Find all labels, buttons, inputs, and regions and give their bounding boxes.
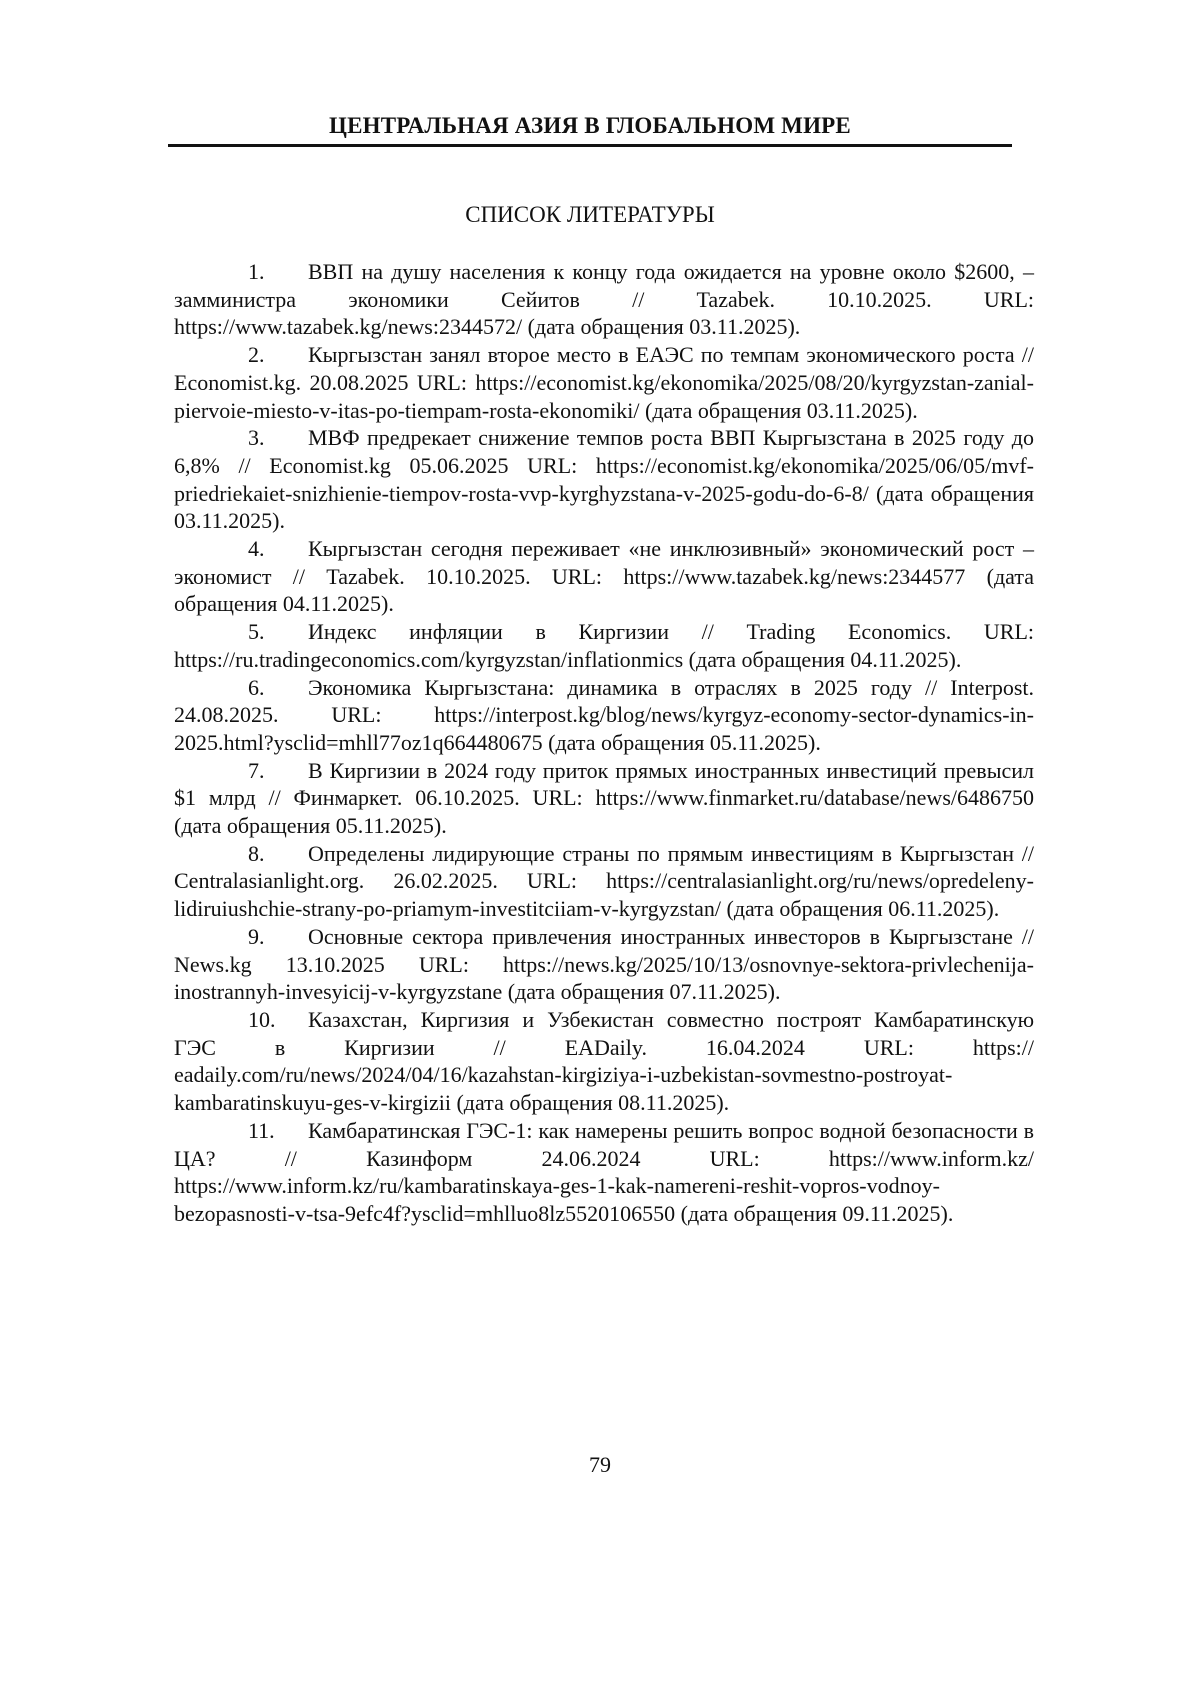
reference-text: В Киргизии в 2024 году приток прямых иностранных инвестиций превысил $1 млрд // Финмаркет. 06.10.2025. URL: https://www.finmarket.ru/database/news/6486750 (дата обращения 05.11.2025). — [174, 757, 1034, 839]
reference-number: 10. — [248, 1006, 276, 1032]
reference-number: 4. — [248, 536, 265, 562]
reference-number: 8. — [248, 840, 265, 866]
reference-number: 6. — [248, 674, 265, 700]
reference-number: 9. — [248, 923, 265, 949]
reference-item — [174, 923, 1034, 1006]
reference-number: 1. — [248, 259, 265, 284]
page-number: 79 — [589, 1452, 611, 1477]
section-title: СПИСОК ЛИТЕРАТУРЫ — [465, 202, 715, 227]
reference-text: Кыргызстан сегодня переживает «не инклюзивный» экономический рост – экономист // Tazabek. 10.10.2025. URL: https://www.tazabek.kg/news:2344577 (дата обращения 04.11.2025). — [174, 536, 1034, 617]
reference-item — [174, 1117, 1034, 1228]
reference-text: Индекс инфляции в Киргизии // Trading Economics. URL: https://ru.tradingeconomics.com/kyrgyzstan/inflationmics (дата обращения 04.11.2025). — [174, 619, 1034, 672]
reference-item — [174, 535, 1034, 618]
reference-item — [174, 424, 1034, 535]
reference-item — [174, 757, 1034, 840]
reference-list — [174, 258, 1034, 1228]
reference-text: Кыргызстан занял второе место в ЕАЭС по темпам экономического роста // Economist.kg. 20.08.2025 URL: https://economist.kg/ekonomika/2025/08/20/kyrgyzstan-zanial-piervoie-miesto-v-itas-po-tiempam-rosta-ekonomiki/ (дата обращения 03.11.2025). — [174, 342, 1034, 423]
reference-number: 3. — [248, 425, 265, 451]
reference-text: Экономика Кыргызстана: динамика в отраслях в 2025 году // Interpost. 24.08.2025. URL: https://interpost.kg/blog/news/kyrgyz-economy-sector-dynamics-in-2025.html?ysclid=mhll77oz1q664480675 (дата обращения 05.11.2025). — [174, 674, 1034, 755]
header-rule — [168, 144, 1012, 147]
reference-item — [174, 618, 1034, 673]
reference-text: Камбаратинская ГЭС-1: как намерены решить вопрос водной безопасности в ЦА? // Казинформ 24.06.2024 URL: https://www.inform.kz/ https://www.inform.kz/ru/kambaratinskaya-ges-1-kak-namereni-reshit-vopros-vodnoy-bezopasnosti-v-tsa-9efc4f?ysclid=mhlluo8lz5520106550 (дата обращения 09.11.2025). — [174, 1117, 1034, 1226]
reference-item — [174, 258, 1034, 341]
reference-number: 11. — [248, 1117, 275, 1143]
reference-text: МВФ предрекает снижение темпов роста ВВП Кыргызстана в 2025 году до 6,8% // Economist.kg 05.06.2025 URL: https://economist.kg/ekonomika/2025/06/05/mvf-priedriekaiet-snizhienie-tiempov-rosta-vvp-kyrghyzstana-v-2025-godu-do-6-8/ (дата обращения 03.11.2025). — [174, 425, 1034, 534]
reference-item — [174, 840, 1034, 923]
reference-item — [174, 674, 1034, 757]
running-header-title: ЦЕНТРАЛЬНАЯ АЗИЯ В ГЛОБАЛЬНОМ МИРЕ — [329, 113, 851, 138]
reference-text: Казахстан, Киргизия и Узбекистан совместно построят Камбаратинскую ГЭС в Киргизии // EADaily. 16.04.2024 URL: https:// eadaily.com/ru/news/2024/04/16/kazahstan-kirgiziya-i-uzbekistan-sovmestno-postroyat-kambaratinskuyu-ges-v-kirgizii (дата обращения 08.11.2025). — [174, 1006, 1034, 1116]
reference-text: ВВП на душу населения к концу года ожидается на уровне около $2600, – замминистра экономики Сейитов // Tazabek. 10.10.2025. URL: https://www.tazabek.kg/news:2344572/ (дата обращения 03.11.2025). — [174, 259, 1034, 340]
reference-number: 2. — [248, 342, 265, 368]
reference-text: Определены лидирующие страны по прямым инвестициям в Кыргызстан // Centralasianlight.org. 26.02.2025. URL: https://centralasianlight.org/ru/news/opredeleny-lidiruiushchie-strany-po-priamym-investitciiam-v-kyrgyzstan/ (дата обращения 06.11.2025). — [174, 840, 1034, 922]
reference-number: 5. — [248, 619, 265, 645]
reference-text: Основные сектора привлечения иностранных инвесторов в Кыргызстане // News.kg 13.10.2025 URL: https://news.kg/2025/10/13/osnovnye-sektora-privlechenija-inostrannyh-invesyicij-v-kyrgyzstane (дата обращения 07.11.2025). — [174, 923, 1034, 1005]
reference-number: 7. — [248, 757, 265, 783]
reference-item — [174, 341, 1034, 424]
reference-item — [174, 1006, 1034, 1117]
